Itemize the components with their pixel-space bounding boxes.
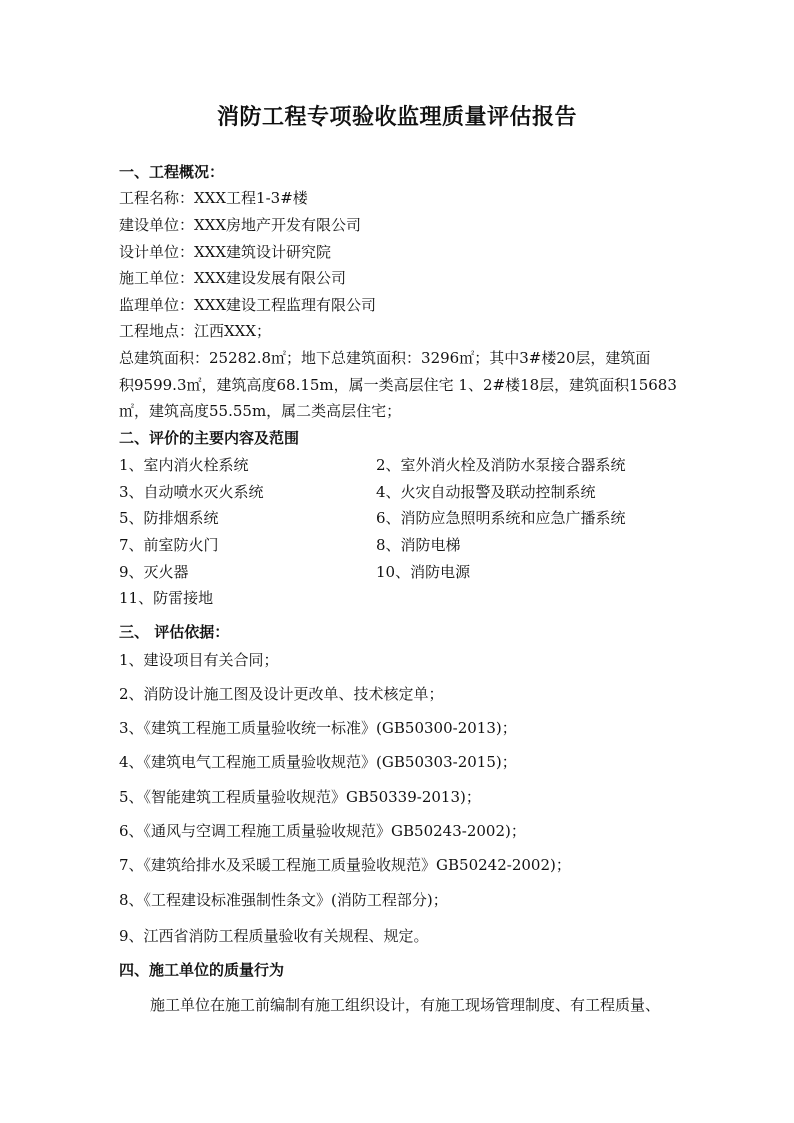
basis-item: 6、《通风与空调工程施工质量验收规范》GB50243-2002)； — [119, 822, 526, 840]
contractor-line: 施工单位：XXX建设发展有限公司 — [119, 269, 347, 287]
section-2-heading: 二、评价的主要内容及范围 — [119, 429, 300, 447]
scope-item: 4、火灾自动报警及联动控制系统 — [376, 483, 596, 501]
location-line: 工程地点：江西XXX； — [119, 322, 272, 340]
scope-item: 8、消防电梯 — [376, 536, 461, 554]
basis-item: 4、《建筑电气工程施工质量验收规范》(GB50303-2015)； — [119, 753, 517, 771]
scope-item: 3、自动喷水灭火系统 — [119, 483, 264, 501]
section-4-paragraph: 施工单位在施工前编制有施工组织设计，有施工现场管理制度、有工程质量、 — [150, 996, 661, 1014]
scope-item: 6、消防应急照明系统和应急广播系统 — [376, 509, 626, 527]
supervisor-line: 监理单位：XXX建设工程监理有限公司 — [119, 296, 377, 314]
area-line-3: ㎡，建筑高度55.55m，属二类高层住宅； — [119, 402, 402, 420]
basis-item: 1、建设项目有关合同； — [119, 651, 279, 669]
developer-line: 建设单位：XXX房地产开发有限公司 — [119, 216, 362, 234]
document-title: 消防工程专项验收监理质量评估报告 — [216, 104, 577, 130]
section-4-heading: 四、施工单位的质量行为 — [119, 961, 285, 979]
scope-item: 10、消防电源 — [376, 563, 471, 581]
basis-item: 8、《工程建设标准强制性条文》(消防工程部分)； — [119, 891, 448, 909]
basis-item: 9、江西省消防工程质量验收有关规程、规定。 — [119, 927, 429, 945]
scope-item: 1、室内消火栓系统 — [119, 456, 249, 474]
basis-item: 7、《建筑给排水及采暖工程施工质量验收规范》GB50242-2002)； — [119, 856, 571, 874]
basis-item: 3、《建筑工程施工质量验收统一标准》(GB50300-2013)； — [119, 719, 517, 737]
section-3-heading: 三、 评估依据： — [119, 623, 230, 641]
scope-item: 5、防排烟系统 — [119, 509, 219, 527]
scope-item: 7、前室防火门 — [119, 536, 219, 554]
section-1-heading: 一、工程概况： — [119, 163, 225, 181]
scope-item: 11、防雷接地 — [119, 589, 214, 607]
scope-item: 2、室外消火栓及消防水泵接合器系统 — [376, 456, 626, 474]
basis-item: 5、《智能建筑工程质量验收规范》GB50339-2013)； — [119, 788, 481, 806]
scope-item: 9、灭火器 — [119, 563, 189, 581]
area-line-1: 总建筑面积：25282.8㎡；地下总建筑面积：3296㎡；其中3#楼20层，建筑面 — [119, 349, 651, 367]
area-line-2: 积9599.3㎡，建筑高度68.15m，属一类高层住宅 1、2#楼18层，建筑面积15683 — [119, 376, 677, 394]
project-name-line: 工程名称：XXX工程1-3#楼 — [119, 189, 308, 207]
basis-item: 2、消防设计施工图及设计更改单、技术核定单； — [119, 685, 444, 703]
designer-line: 设计单位：XXX建筑设计研究院 — [119, 243, 332, 261]
